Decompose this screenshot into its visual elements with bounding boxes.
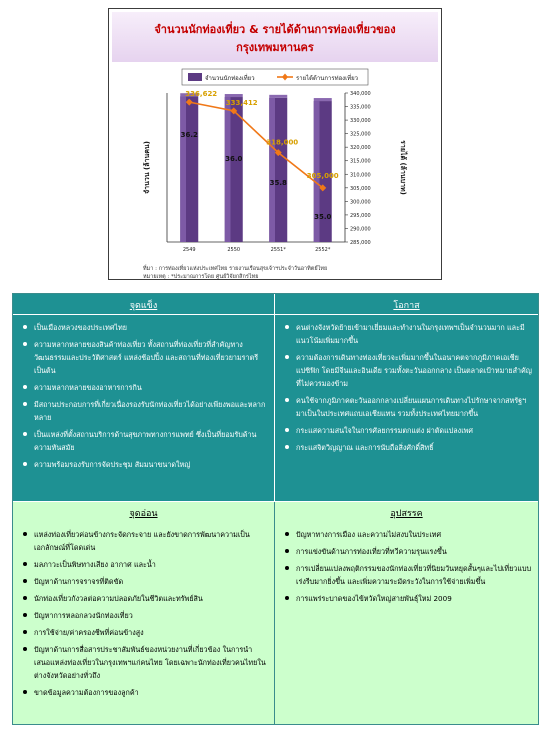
list-item xyxy=(283,528,532,541)
bullet-icon xyxy=(285,428,289,432)
bullet-icon xyxy=(23,596,27,600)
list-item xyxy=(21,686,268,699)
chart-source-line: ที่มา : การท่องเที่ยวแห่งประเทศไทย รายงานเรือนสุขเจ้าฯประจำวันอาทิตย์ไทย xyxy=(143,266,328,272)
list-item xyxy=(21,592,268,605)
swot-threat-panel xyxy=(275,502,538,724)
list-item xyxy=(21,626,268,639)
bullet-icon xyxy=(23,579,27,583)
x-tick-label: 2549 xyxy=(182,247,196,253)
bar-highlight xyxy=(225,97,231,242)
y2-tick-label: 315,000 xyxy=(350,158,371,165)
list-item-text: เป็นแหล่งที่ตั้งสถานบริการด้านสุขภาพทางการแพทย์ ซึ่งเป็นที่ยอมรับด้านความทันสมัย xyxy=(34,430,257,452)
y2-tick-label: 330,000 xyxy=(350,118,371,125)
list-item xyxy=(21,321,268,334)
bar-top xyxy=(225,94,243,97)
list-item xyxy=(21,643,268,682)
bullet-icon xyxy=(23,402,27,406)
bullet-icon xyxy=(285,566,289,570)
bullet-icon xyxy=(23,462,27,466)
line-value-label: 318,000 xyxy=(266,138,299,147)
list-item-text: มีสถานประกอบการที่เกี่ยวเนื่องรองรับนักท่องเที่ยวได้อย่างเพียงพอและหลากหลาย xyxy=(34,400,266,422)
list-item-text: ปัญหาการหลอกลวงนักท่องเที่ยว xyxy=(34,611,133,620)
swot-threat-title: อุปสรรค xyxy=(390,509,423,519)
swot-opportunity-list xyxy=(275,321,538,454)
list-item xyxy=(283,321,532,347)
list-item-text: การแข่งขันด้านการท่องเที่ยวที่ทวีความรุนแรงขึ้น xyxy=(296,547,447,556)
list-item xyxy=(21,609,268,622)
list-item xyxy=(283,394,532,420)
bullet-icon xyxy=(23,647,27,651)
y-axis-title: จำนวน (ล้านคน) xyxy=(143,141,151,194)
y2-tick-label: 325,000 xyxy=(350,131,371,138)
y2-tick-label: 335,000 xyxy=(350,104,371,111)
swot-weakness-panel xyxy=(13,502,275,724)
bullet-icon xyxy=(23,630,27,634)
bullet-icon xyxy=(285,398,289,402)
y2-tick-label: 320,000 xyxy=(350,145,371,152)
chart-note-line: หมายเหตุ : *ประมาณการโดย ศูนย์วิจัยกสิกรไทย xyxy=(143,274,259,280)
list-item-text: เป็นเมืองหลวงของประเทศไทย xyxy=(34,323,127,332)
swot-threat-list xyxy=(275,528,538,605)
bullet-icon xyxy=(23,385,27,389)
list-item-text: ความพร้อมรองรับการจัดประชุม สัมมนาขนาดใหญ่ xyxy=(34,460,191,469)
bullet-icon xyxy=(285,355,289,359)
y2-tick-label: 290,000 xyxy=(350,226,371,233)
list-item xyxy=(21,558,268,571)
list-item-text: ปัญหาด้านการสื่อสารประชาสัมพันธ์ของหน่วยงานที่เกี่ยวข้อง ในการนำเสนอแหล่งท่องเที่ยวในกรุงเทพฯแก่คนไทย โดยเฉพาะนักท่องเที่ยวคนไทยในต่างจังหวัดอย่างทั่วถึง xyxy=(34,645,266,680)
chart-card xyxy=(108,8,442,280)
list-item-text: มลภาวะเป็นพิษทางเสียง อากาศ และน้ำ xyxy=(34,560,156,569)
y2-tick-label: 285,000 xyxy=(350,240,371,246)
legend-entry-revenue: รายได้ด้านการท่องเที่ยว xyxy=(296,75,358,82)
line-value-label: 333,412 xyxy=(225,98,258,107)
swot-opportunity-title: โอกาส xyxy=(275,294,538,315)
list-item xyxy=(21,528,268,554)
bullet-icon xyxy=(285,532,289,536)
list-item-text: นักท่องเที่ยวกังวลต่อความปลอดภัยในชีวิตและทรัพย์สิน xyxy=(34,594,203,603)
bullet-icon xyxy=(23,562,27,566)
chart-title-line-1: จำนวนนักท่องเที่ยว & รายได้ด้านการท่องเที่ยวของ xyxy=(154,23,396,36)
list-item-text: ความหลากหลายของสินค้าท่องเที่ยว ทั้งสถานที่ท่องเที่ยวที่สำคัญทางวัฒนธรรมและประวัติศาสตร์ แหล่งช้อปปิ้ง และสถานที่ท่องเที่ยวยามราตรี เป็นต้น xyxy=(34,340,259,375)
list-item-text: การใช้จ่าย/ค่าครองชีพที่ค่อนข้างสูง xyxy=(34,628,144,637)
bullet-icon xyxy=(285,445,289,449)
bullet-icon xyxy=(23,325,27,329)
x-tick-label: 2550 xyxy=(227,247,241,253)
swot-strength-panel xyxy=(13,294,275,502)
list-item xyxy=(21,575,268,588)
bar-value-label: 36.2 xyxy=(180,131,198,139)
legend-entry-visitors: จำนวนนักท่องเที่ยว xyxy=(205,75,255,82)
list-item-text: ขาดข้อมูลความต้องการของลูกค้า xyxy=(34,688,139,697)
y2-tick-label: 295,000 xyxy=(350,212,371,219)
list-item xyxy=(21,398,268,424)
swot-strength-list xyxy=(13,321,274,471)
bullet-icon xyxy=(285,549,289,553)
list-item xyxy=(283,351,532,390)
legend-bar-swatch xyxy=(188,73,202,81)
list-item-text: การแพร่ระบาดของไข้หวัดใหญ่สายพันธุ์ใหม่ 2009 xyxy=(296,594,452,603)
bar-highlight xyxy=(180,96,186,242)
bullet-icon xyxy=(23,342,27,346)
y2-tick-label: 340,000 xyxy=(350,91,371,97)
list-item-text: คนใช้จากภูมิภาคตะวันออกกลางเปลี่ยนแผนการเดินทางไปรักษาจากสหรัฐฯ มาเป็นในประเทศแถบเอเชียแทน รวมทั้งประเทศไทยมากขึ้น xyxy=(296,396,527,418)
swot-weakness-list xyxy=(13,528,274,699)
swot-opportunity-panel xyxy=(275,294,538,502)
list-item-text: ความหลากหลายของอาหารการกิน xyxy=(34,383,142,392)
swot-weakness-title: จุดอ่อน xyxy=(129,509,158,519)
list-item xyxy=(283,592,532,605)
bullet-icon xyxy=(285,325,289,329)
list-item-text: คนต่างจังหวัดย้ายเข้ามาเยี่ยมและทำงานในกรุงเทพฯเป็นจำนวนมาก และมีแนวโน้มเพิ่มมากขึ้น xyxy=(296,323,525,345)
list-item-text: ความต้องการเดินทางท่องเที่ยวจะเพิ่มมากขึ้นในอนาคตจากภูมิภาคเอเชียแปซิฟิก โดยมีจีนและอินเดีย รวมทั้งตะวันออกกลาง เป็นตลาดเป้าหมายสำคัญที่ไม่ควรมองข้าม xyxy=(296,353,532,388)
swot-strength-title: จุดแข็ง xyxy=(13,294,274,315)
bar-top xyxy=(269,95,287,98)
list-item xyxy=(21,458,268,471)
list-item-text: ปัญหาด้านการจราจรที่ติดขัด xyxy=(34,577,124,586)
y2-axis-title: รายได้ (ล้านบาท) xyxy=(399,140,407,195)
list-item xyxy=(283,441,532,454)
list-item xyxy=(21,381,268,394)
list-item xyxy=(283,545,532,558)
list-item-text: กระแสความสนใจในการศัลยกรรมตกแต่ง ผ่าตัดแปลงเพศ xyxy=(296,426,473,435)
y2-tick-label: 310,000 xyxy=(350,172,371,179)
line-value-label: 305,000 xyxy=(306,171,339,180)
bullet-icon xyxy=(23,613,27,617)
line-value-label: 336,622 xyxy=(185,90,218,99)
list-item-text: ปัญหาทางการเมือง และความไม่สงบในประเทศ xyxy=(296,530,442,539)
bullet-icon xyxy=(23,690,27,694)
swot-table xyxy=(12,293,539,725)
bullet-icon xyxy=(23,432,27,436)
chart-plot xyxy=(109,9,441,279)
chart-title-line-2: กรุงเทพมหานคร xyxy=(236,41,314,54)
list-item-text: แหล่งท่องเที่ยวค่อนข้างกระจัดกระจาย และยังขาดการพัฒนาความเป็นเอกลักษณ์ที่โดดเด่น xyxy=(34,530,250,552)
x-tick-label: 2552* xyxy=(315,247,331,253)
list-item xyxy=(21,338,268,377)
y2-tick-label: 305,000 xyxy=(350,185,371,192)
list-item xyxy=(283,562,532,588)
bar-highlight xyxy=(269,98,275,242)
bar-top xyxy=(314,98,332,101)
list-item xyxy=(21,428,268,454)
bullet-icon xyxy=(23,532,27,536)
bar-value-label: 35.0 xyxy=(314,213,332,221)
bar-value-label: 35.8 xyxy=(269,179,287,187)
bullet-icon xyxy=(285,596,289,600)
x-tick-label: 2551* xyxy=(270,247,286,253)
list-item-text: การเปลี่ยนแปลงพฤติกรรมของนักท่องเที่ยวที่นิยมวันหยุดสั้นๆและไปเที่ยวแบบเร่งรีบมากยิ่งขึ้น และเพิ่มความระมัดระวังในการใช้จ่ายเพิ่มขึ้น xyxy=(296,564,532,586)
y2-tick-label: 300,000 xyxy=(350,199,371,206)
bar-value-label: 36.0 xyxy=(225,155,243,163)
list-item xyxy=(283,424,532,437)
list-item-text: กระแสจิตวิญญาณ และการนับถือสิ่งศักดิ์สิทธิ์ xyxy=(296,443,434,452)
